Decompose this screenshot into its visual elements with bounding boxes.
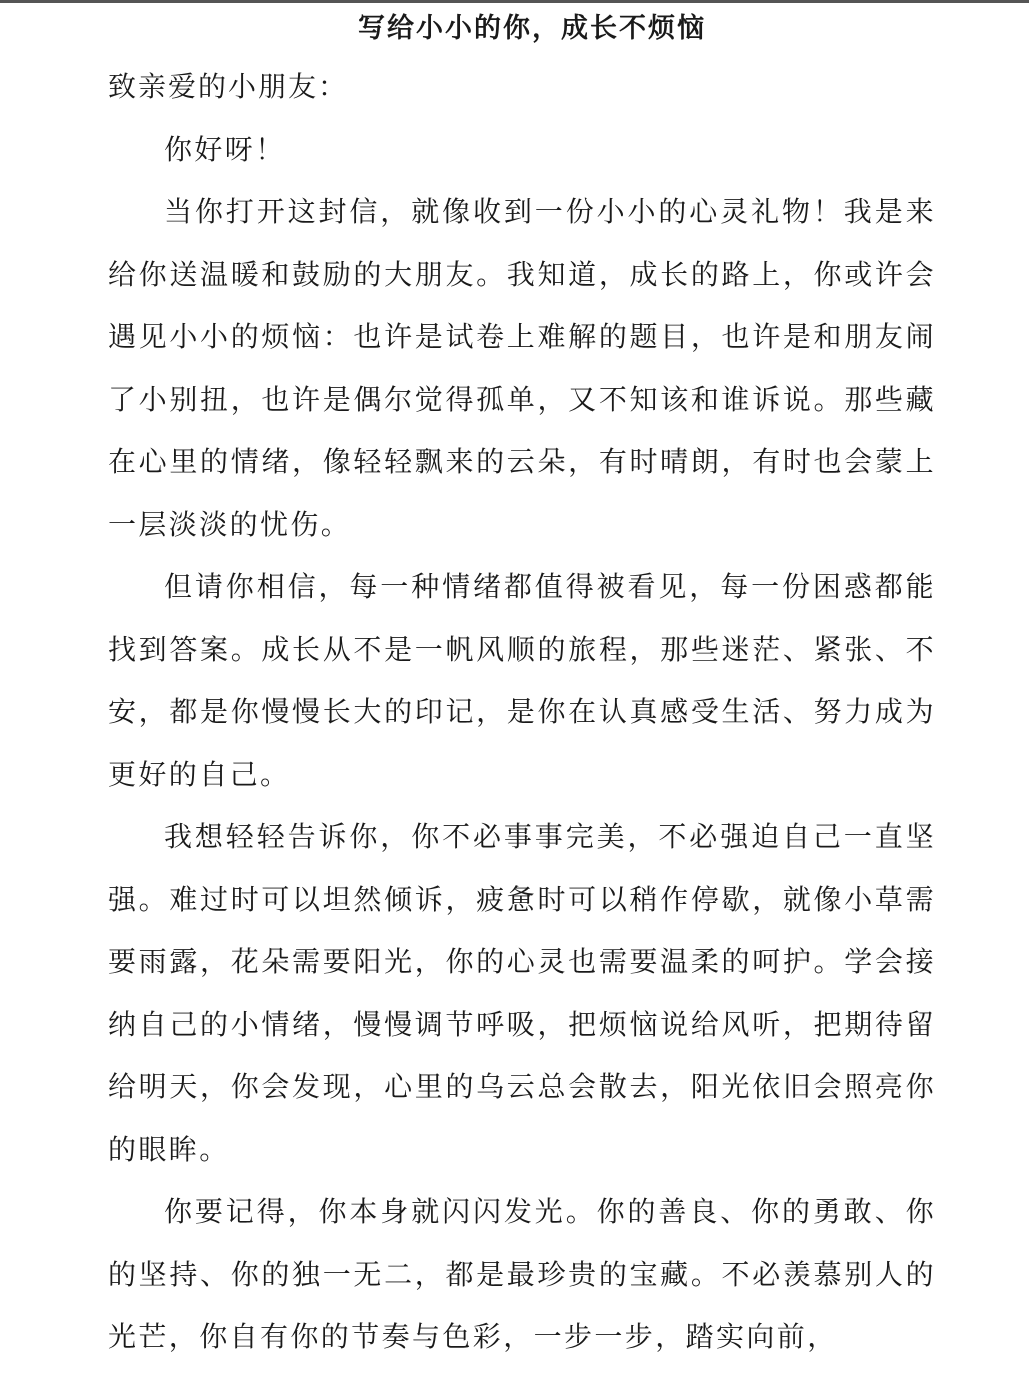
- paragraph-1: 当你打开这封信，就像收到一份小小的心灵礼物！我是来给你送温暖和鼓励的大朋友。我知道，成长的路上，你或许会遇见小小的烦恼：也许是试卷上难解的题目，也许是和朋友闹了小别扭，也许是偶尔觉得孤单，又不知该和谁诉说。那些藏在心里的情绪，像轻轻飘来的云朵，有时晴朗，有时也会蒙上一层淡淡的忧伤。: [108, 195, 936, 541]
- paragraph-4: 你要记得，你本身就闪闪发光。你的善良、你的勇敢、你的坚持、你的独一无二，都是最珍贵的宝藏。不必羡慕别人的光芒，你自有你的节奏与色彩，一步一步，踏实向前，: [108, 1195, 936, 1353]
- letter-salutation: 致亲爱的小朋友：: [108, 70, 349, 103]
- letter-title: 写给小小的你，成长不烦恼: [358, 13, 706, 44]
- paragraph-3: 我想轻轻告诉你，你不必事事完美，不必强迫自己一直坚强。难过时可以坦然倾诉，疲惫时可以稍作停歇，就像小草需要雨露，花朵需要阳光，你的心灵也需要温柔的呵护。学会接纳自己的小情绪，慢慢调节呼吸，把烦恼说给风听，把期待留给明天，你会发现，心里的乌云总会散去，阳光依旧会照亮你的眼眸。: [108, 820, 936, 1166]
- top-border-line: [0, 0, 1029, 3]
- letter-page: [108, 12, 936, 1369]
- paragraph-2: 但请你相信，每一种情绪都值得被看见，每一份困惑都能找到答案。成长从不是一帆风顺的旅程，那些迷茫、紧张、不安，都是你慢慢长大的印记，是你在认真感受生活、努力成为更好的自己。: [108, 570, 936, 791]
- paragraph-greeting: 你好呀！: [164, 132, 286, 166]
